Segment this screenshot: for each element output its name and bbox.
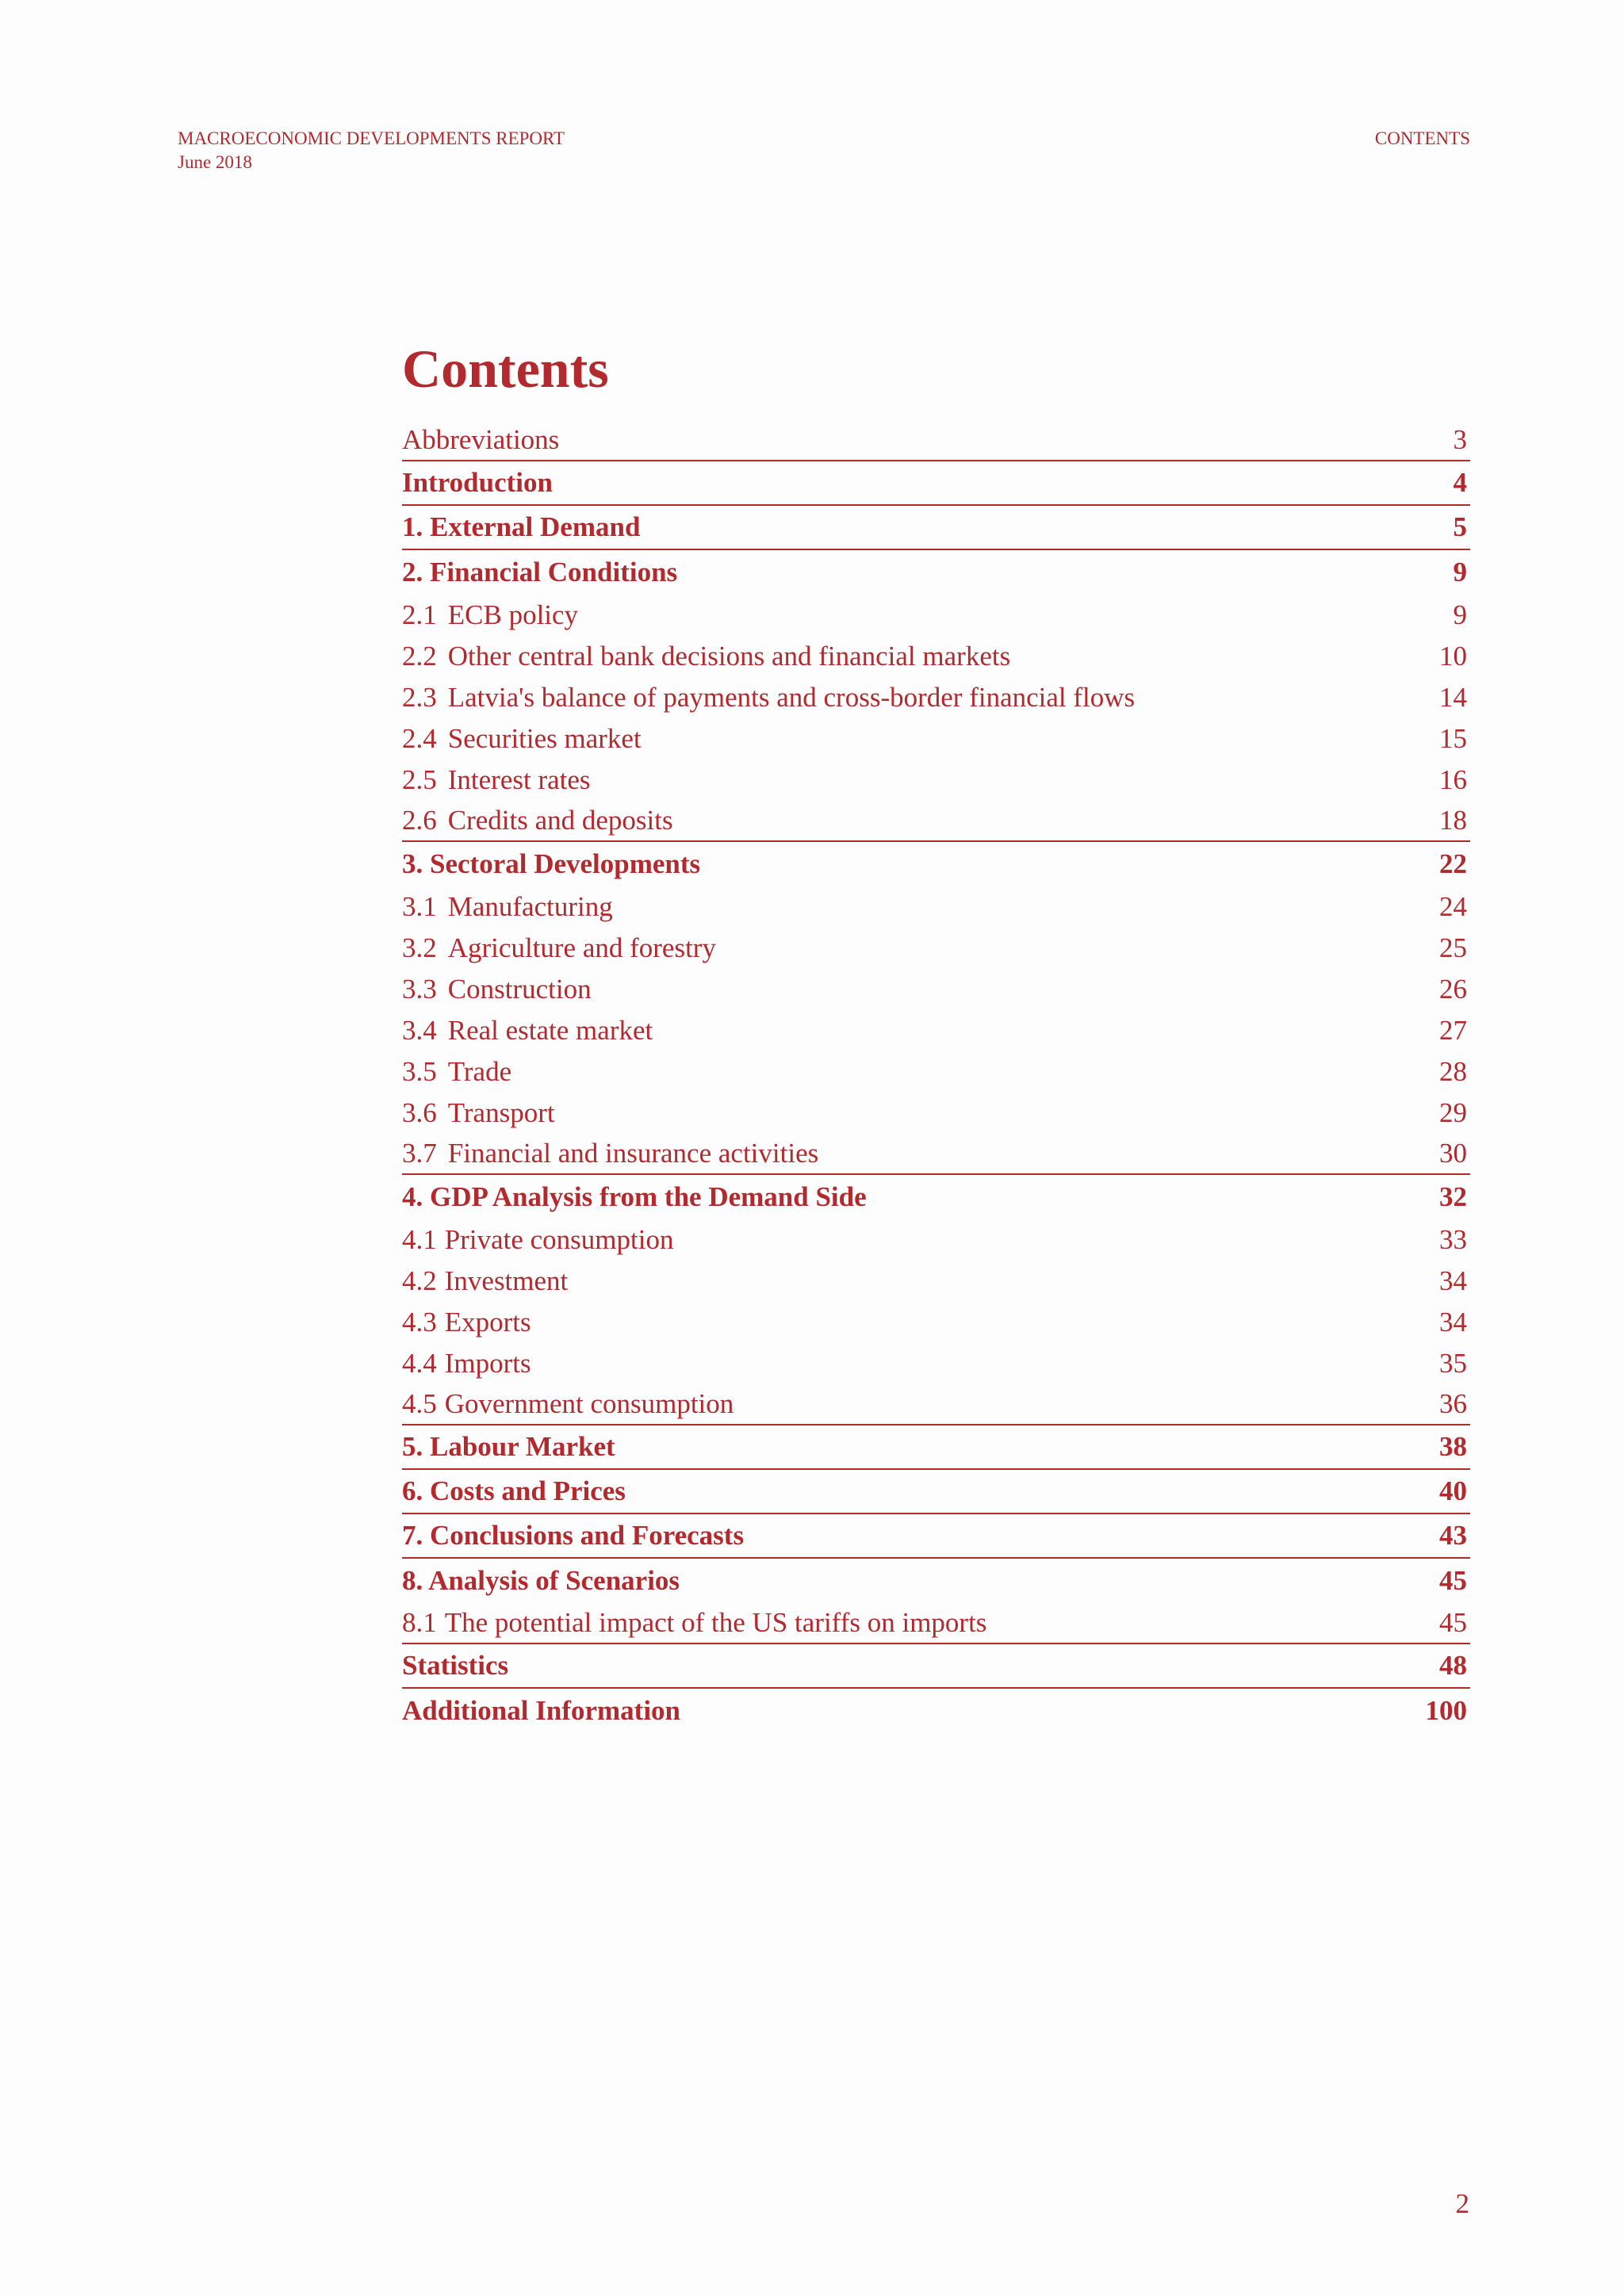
toc-entry-number: 2.2 bbox=[402, 641, 437, 672]
toc-entry-number: 2.1 bbox=[402, 599, 437, 630]
toc-entry-title bbox=[402, 1607, 986, 1639]
toc-entry[interactable] bbox=[402, 1603, 1470, 1644]
toc-entry-number: 3.7 bbox=[402, 1138, 437, 1169]
toc-entry-label: Latvia's balance of payments and cross-border financial flows bbox=[447, 682, 1136, 713]
toc-entry-title bbox=[402, 1431, 615, 1463]
toc-entry-page: 24 bbox=[1439, 891, 1467, 922]
toc-entry-number: 2.3 bbox=[402, 682, 437, 713]
toc-entry[interactable] bbox=[402, 1302, 1470, 1343]
toc-entry-title bbox=[402, 1181, 867, 1213]
running-header bbox=[178, 127, 565, 174]
toc-entry-page: 38 bbox=[1439, 1431, 1467, 1462]
toc-entry-page: 22 bbox=[1439, 848, 1467, 879]
toc-entry[interactable] bbox=[402, 636, 1470, 677]
toc-entry-number: 3.6 bbox=[402, 1097, 437, 1128]
toc-entry-title bbox=[402, 557, 677, 588]
toc-entry-label: 1. External Demand bbox=[402, 511, 641, 542]
toc-entry-label: The potential impact of the US tariffs on imports bbox=[444, 1607, 987, 1638]
toc-entry-title bbox=[402, 1475, 626, 1507]
toc-entry-title bbox=[402, 1056, 511, 1088]
toc-entry[interactable] bbox=[402, 1010, 1470, 1051]
toc-section-entry[interactable] bbox=[402, 842, 1470, 886]
toc-section-entry[interactable] bbox=[402, 461, 1470, 506]
toc-entry-page: 9 bbox=[1453, 557, 1467, 587]
toc-entry[interactable] bbox=[402, 1051, 1470, 1093]
toc-entry-number: 8.1 bbox=[402, 1607, 437, 1638]
toc-entry-page: 14 bbox=[1439, 682, 1467, 713]
toc-entry-title bbox=[402, 1348, 531, 1380]
toc-section-entry[interactable] bbox=[402, 506, 1470, 550]
toc-section-entry[interactable] bbox=[402, 550, 1470, 595]
toc-entry[interactable] bbox=[402, 1261, 1470, 1302]
toc-entry-label: 8. Analysis of Scenarios bbox=[402, 1565, 680, 1596]
toc-section-entry[interactable] bbox=[402, 1175, 1470, 1219]
toc-entry-label: 6. Costs and Prices bbox=[402, 1475, 626, 1506]
toc-entry-label: 2. Financial Conditions bbox=[402, 557, 678, 587]
toc-entry-title bbox=[402, 682, 1135, 714]
toc-entry-label: Abbreviations bbox=[402, 424, 560, 455]
toc-entry-label: Introduction bbox=[402, 467, 553, 498]
toc-entry-label: Trade bbox=[447, 1056, 512, 1087]
toc-entry-title bbox=[402, 1307, 531, 1338]
toc-entry-title bbox=[402, 1097, 555, 1129]
toc-entry-number: 2.6 bbox=[402, 805, 437, 836]
toc-entry-page: 16 bbox=[1439, 764, 1467, 795]
toc-entry-page: 43 bbox=[1439, 1520, 1467, 1551]
toc-section-entry[interactable] bbox=[402, 1514, 1470, 1559]
toc-entry-title bbox=[402, 1388, 733, 1420]
toc-entry[interactable] bbox=[402, 1134, 1470, 1175]
toc-entry-title bbox=[402, 891, 613, 923]
toc-entry-title bbox=[402, 1565, 680, 1597]
toc-entry-label: Manufacturing bbox=[447, 891, 613, 922]
toc-entry-page: 29 bbox=[1439, 1097, 1467, 1128]
toc-entry-number: 4.5 bbox=[402, 1388, 437, 1419]
toc-entry-label: Additional Information bbox=[402, 1695, 681, 1726]
toc-entry-title bbox=[402, 805, 673, 836]
toc-entry-page: 5 bbox=[1453, 511, 1467, 542]
table-of-contents bbox=[402, 420, 1470, 1733]
page-number: 2 bbox=[1455, 2188, 1469, 2219]
toc-entry-page: 28 bbox=[1439, 1056, 1467, 1087]
toc-entry-page: 3 bbox=[1453, 424, 1467, 455]
toc-entry-page: 32 bbox=[1439, 1181, 1467, 1212]
toc-entry-label: Construction bbox=[447, 974, 592, 1004]
report-date: June 2018 bbox=[178, 152, 252, 172]
section-header: CONTENTS bbox=[1374, 128, 1470, 148]
toc-entry-number: 3.2 bbox=[402, 932, 437, 963]
toc-entry-title bbox=[402, 848, 700, 880]
toc-entry[interactable] bbox=[402, 420, 1470, 461]
toc-entry-label: Other central bank decisions and financial markets bbox=[447, 641, 1011, 672]
toc-entry-label: 7. Conclusions and Forecasts bbox=[402, 1520, 745, 1551]
toc-entry[interactable] bbox=[402, 928, 1470, 969]
toc-entry[interactable] bbox=[402, 801, 1470, 842]
toc-entry-page: 45 bbox=[1439, 1565, 1467, 1596]
page-title: Contents bbox=[402, 339, 609, 399]
toc-entry-page: 45 bbox=[1439, 1607, 1467, 1638]
toc-entry-label: 4. GDP Analysis from the Demand Side bbox=[402, 1181, 867, 1212]
toc-entry-page: 34 bbox=[1439, 1265, 1467, 1296]
toc-entry-label: 5. Labour Market bbox=[402, 1431, 615, 1462]
toc-entry-label: Securities market bbox=[447, 723, 642, 754]
toc-entry[interactable] bbox=[402, 1343, 1470, 1384]
toc-entry-page: 36 bbox=[1439, 1388, 1467, 1419]
toc-entry[interactable] bbox=[402, 969, 1470, 1010]
toc-entry-title bbox=[402, 1224, 673, 1256]
toc-entry-number: 3.1 bbox=[402, 891, 437, 922]
toc-entry-number: 3.5 bbox=[402, 1056, 437, 1087]
toc-entry-page: 15 bbox=[1439, 723, 1467, 754]
toc-entry-label: ECB policy bbox=[447, 599, 579, 630]
toc-entry-title bbox=[402, 511, 640, 543]
toc-entry-title bbox=[402, 1265, 568, 1297]
toc-entry-label: Interest rates bbox=[447, 764, 591, 795]
toc-entry-page: 10 bbox=[1439, 641, 1467, 672]
toc-entry-title bbox=[402, 599, 578, 631]
toc-entry-title bbox=[402, 1138, 818, 1169]
toc-entry-title bbox=[402, 723, 642, 755]
toc-entry-label: Agriculture and forestry bbox=[447, 932, 716, 963]
toc-entry[interactable] bbox=[402, 760, 1470, 801]
toc-entry-page: 40 bbox=[1439, 1475, 1467, 1506]
toc-entry-page: 4 bbox=[1453, 467, 1467, 498]
toc-entry-page: 48 bbox=[1439, 1650, 1467, 1681]
toc-entry-title bbox=[402, 467, 553, 499]
toc-entry-number: 2.4 bbox=[402, 723, 437, 754]
toc-entry-title bbox=[402, 974, 592, 1005]
toc-entry-page: 18 bbox=[1439, 805, 1467, 836]
toc-entry-label: Financial and insurance activities bbox=[447, 1138, 819, 1169]
toc-entry-number: 4.1 bbox=[402, 1224, 437, 1255]
toc-entry-label: 3. Sectoral Developments bbox=[402, 848, 701, 879]
toc-section-entry[interactable] bbox=[402, 1425, 1470, 1470]
toc-entry[interactable] bbox=[402, 718, 1470, 760]
toc-entry-number: 2.5 bbox=[402, 764, 437, 795]
toc-entry-page: 34 bbox=[1439, 1307, 1467, 1337]
toc-section-entry[interactable] bbox=[402, 1689, 1470, 1733]
toc-entry-title bbox=[402, 1650, 508, 1682]
toc-entry[interactable] bbox=[402, 886, 1470, 928]
toc-entry-page: 25 bbox=[1439, 932, 1467, 963]
toc-entry-label: Government consumption bbox=[444, 1388, 734, 1419]
toc-entry-label: Statistics bbox=[402, 1650, 509, 1681]
toc-entry-label: Credits and deposits bbox=[447, 805, 673, 836]
toc-section-entry[interactable] bbox=[402, 1470, 1470, 1514]
toc-entry-page: 30 bbox=[1439, 1138, 1467, 1169]
toc-entry-page: 27 bbox=[1439, 1015, 1467, 1046]
toc-entry-page: 33 bbox=[1439, 1224, 1467, 1255]
toc-entry-title bbox=[402, 1695, 680, 1727]
toc-entry-title bbox=[402, 1520, 744, 1552]
toc-entry-number: 3.4 bbox=[402, 1015, 437, 1046]
toc-section-entry[interactable] bbox=[402, 1559, 1470, 1603]
toc-entry-title bbox=[402, 932, 716, 964]
toc-entry-title bbox=[402, 424, 559, 456]
toc-entry[interactable] bbox=[402, 1384, 1470, 1425]
toc-entry-page: 35 bbox=[1439, 1348, 1467, 1379]
toc-section-entry[interactable] bbox=[402, 1644, 1470, 1689]
toc-entry[interactable] bbox=[402, 677, 1470, 718]
toc-entry-label: Private consumption bbox=[444, 1224, 674, 1255]
toc-entry-number: 4.4 bbox=[402, 1348, 437, 1379]
toc-entry[interactable] bbox=[402, 1219, 1470, 1261]
toc-entry-title bbox=[402, 764, 591, 796]
toc-entry[interactable] bbox=[402, 595, 1470, 636]
toc-entry-page: 9 bbox=[1453, 599, 1467, 630]
toc-entry-label: Imports bbox=[444, 1348, 531, 1379]
toc-entry-label: Investment bbox=[444, 1265, 569, 1296]
toc-entry-page: 100 bbox=[1425, 1695, 1467, 1726]
toc-entry-title bbox=[402, 1015, 653, 1047]
toc-entry-title bbox=[402, 641, 1010, 672]
toc-entry-number: 4.3 bbox=[402, 1307, 437, 1337]
toc-entry-number: 4.2 bbox=[402, 1265, 437, 1296]
toc-entry-label: Exports bbox=[444, 1307, 531, 1337]
report-title: MACROECONOMIC DEVELOPMENTS REPORT bbox=[178, 128, 565, 148]
toc-entry-label: Real estate market bbox=[447, 1015, 653, 1046]
toc-entry[interactable] bbox=[402, 1093, 1470, 1134]
toc-entry-number: 3.3 bbox=[402, 974, 437, 1004]
toc-entry-page: 26 bbox=[1439, 974, 1467, 1004]
toc-entry-label: Transport bbox=[447, 1097, 555, 1128]
